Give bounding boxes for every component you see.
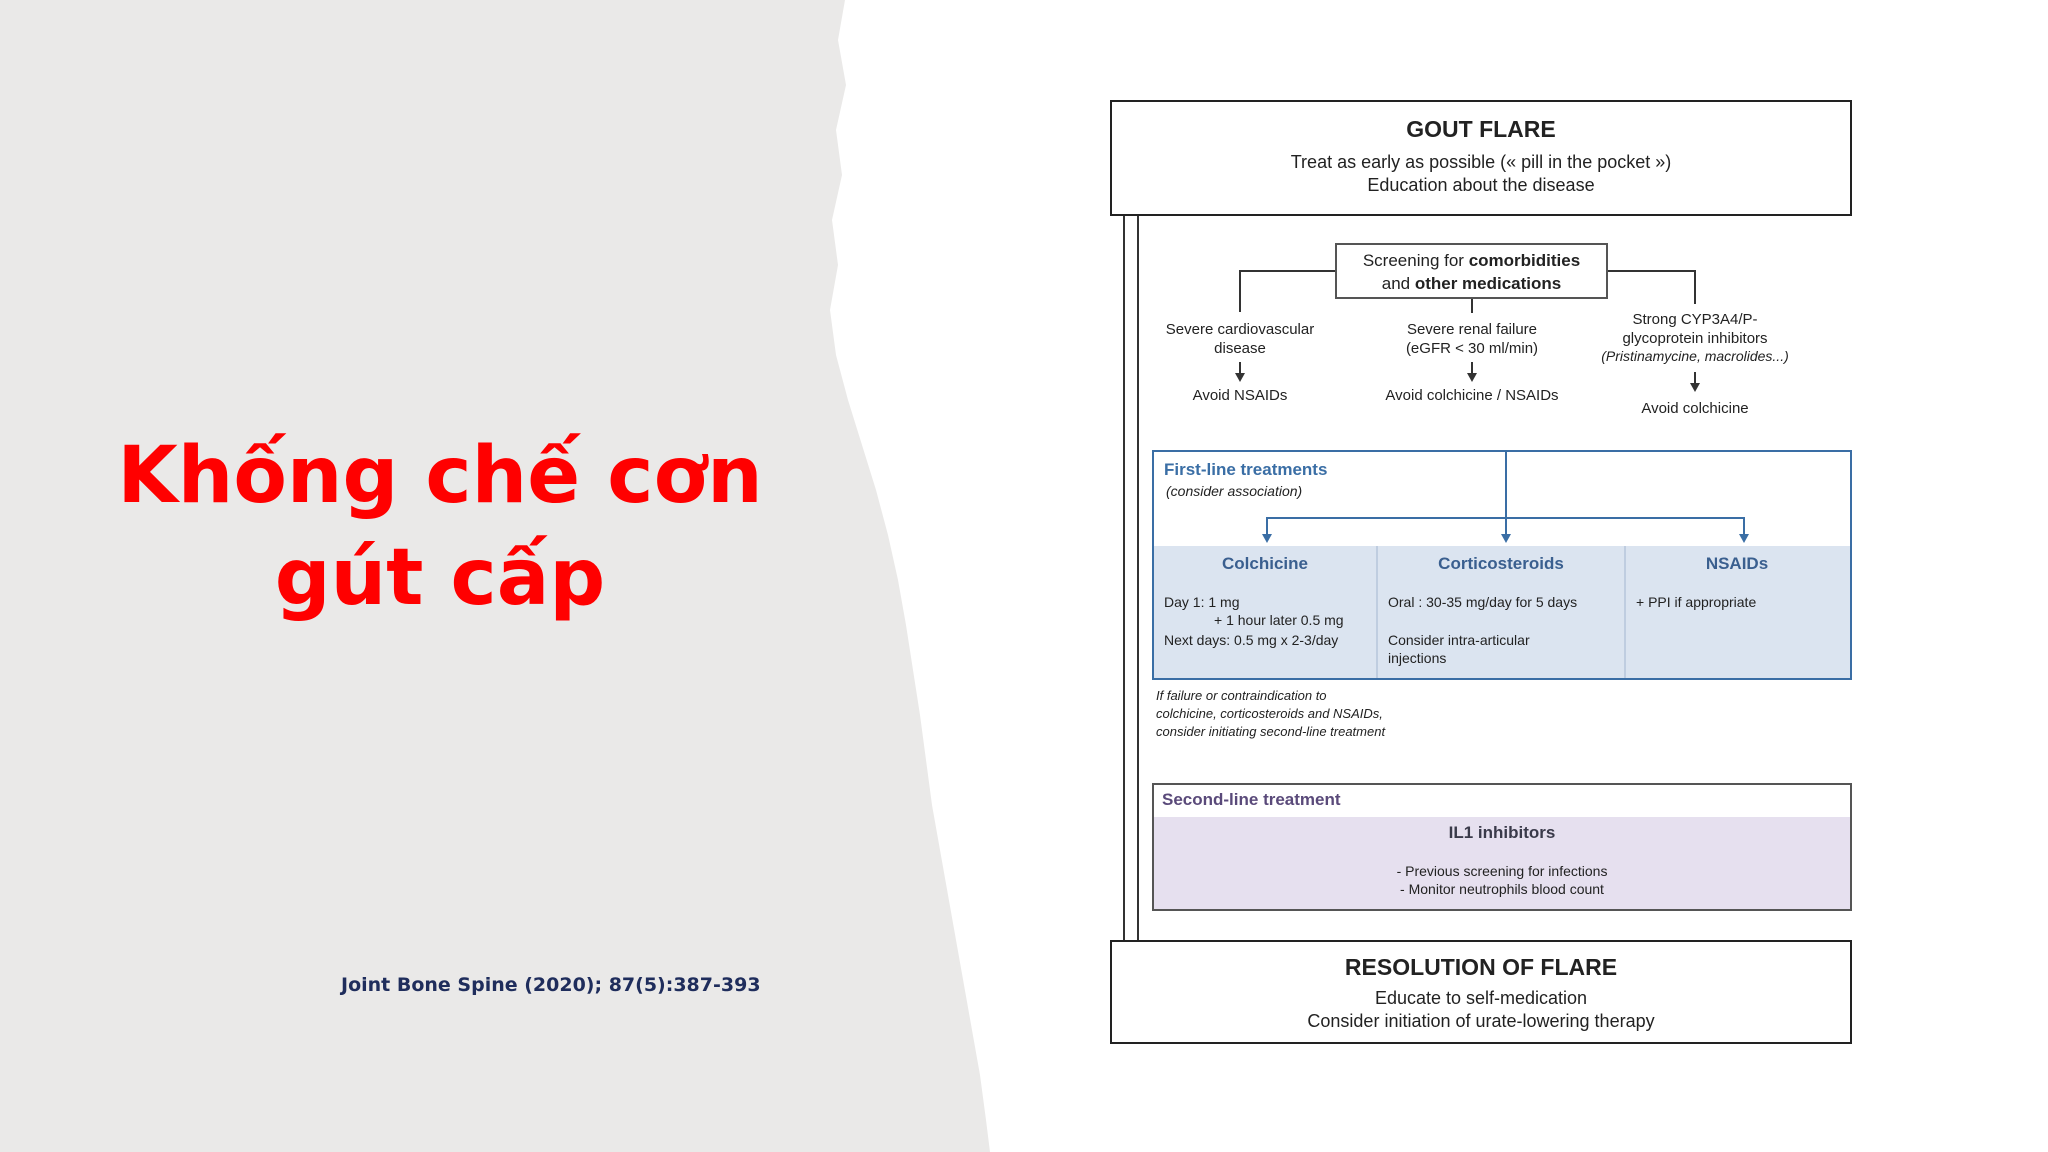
first-line-drop-colchicine — [1266, 517, 1268, 535]
gout-flare-line-2: Education about the disease — [1367, 175, 1595, 195]
citation: Joint Bone Spine (2020); 87(5):387-393 — [341, 974, 761, 996]
gout-flare-title: GOUT FLARE — [1406, 116, 1556, 142]
first-line-box — [1152, 450, 1852, 680]
branch-2-condition-1: Severe renal failure — [1406, 321, 1538, 338]
branch-2-arrowhead — [1467, 373, 1477, 382]
second-line-box — [1152, 783, 1852, 911]
corticosteroids-title: Corticosteroids — [1438, 554, 1564, 573]
corticosteroids-column — [1378, 546, 1626, 678]
branch-3-condition-1: Strong CYP3A4/P- — [1632, 311, 1758, 328]
failure-note-line-1: If failure or contraindication to — [1156, 688, 1327, 703]
screening-text-2: and — [1381, 274, 1415, 293]
branch-3-condition-3: (Pristinamycine, macrolides...) — [1601, 348, 1789, 364]
branch-3-arrowhead — [1690, 383, 1700, 392]
first-line-crossbar — [1266, 517, 1744, 519]
failure-note-line-3: consider initiating second-line treatment — [1156, 724, 1386, 739]
screening-text-1: Screening for — [1362, 251, 1469, 270]
branch-1-arrowhead — [1235, 373, 1245, 382]
branch-3-condition-2: glycoprotein inhibitors — [1622, 330, 1768, 347]
arrowhead-colchicine — [1262, 534, 1272, 543]
screening-line-1 — [1337, 251, 1606, 271]
slide-title-line-2: gút cấp — [274, 533, 606, 623]
corticosteroids-dose-2: Consider intra-articular — [1388, 632, 1530, 648]
branch-2-action: Avoid colchicine / NSAIDs — [1385, 387, 1559, 404]
connector-right-h — [1608, 270, 1694, 272]
failure-note-line-2: colchicine, corticosteroids and NSAIDs, — [1156, 706, 1383, 721]
first-line-drop-nsaids — [1743, 517, 1745, 535]
branch-1-condition-2: disease — [1214, 340, 1266, 357]
colchicine-dose-1: Day 1: 1 mg — [1164, 594, 1240, 610]
second-line-title: Second-line treatment — [1162, 790, 1341, 809]
corticosteroids-dose-3: injections — [1388, 650, 1447, 666]
slide-title-line-1: Khống chế cơn — [117, 431, 763, 521]
branch-1-action: Avoid NSAIDs — [1192, 387, 1288, 404]
il1-note-1: - Previous screening for infections — [1396, 863, 1608, 879]
arrowhead-corticosteroids — [1501, 534, 1511, 543]
arrowhead-nsaids — [1739, 534, 1749, 543]
screening-bold-1: comorbidities — [1468, 251, 1581, 270]
corticosteroids-dose-1: Oral : 30-35 mg/day for 5 days — [1388, 594, 1578, 610]
resolution-box — [1110, 940, 1852, 1044]
resolution-line-2: Consider initiation of urate-lowering therapy — [1307, 1011, 1655, 1031]
gout-flare-line-1: Treat as early as possible (« pill in the pocket ») — [1290, 152, 1672, 172]
colchicine-dose-2: + 1 hour later 0.5 mg — [1214, 612, 1344, 628]
nsaids-column — [1626, 546, 1850, 678]
connector-mid-v — [1471, 299, 1473, 313]
screening-bold-2: other medications — [1414, 274, 1562, 293]
first-line-subtitle: (consider association) — [1166, 483, 1303, 499]
resolution-title: RESOLUTION OF FLARE — [1344, 954, 1618, 980]
il1-section — [1154, 817, 1850, 909]
gout-flare-flowchart — [1110, 100, 1852, 1058]
colchicine-dose-3: Next days: 0.5 mg x 2-3/day — [1164, 632, 1339, 648]
colchicine-column — [1154, 546, 1378, 678]
branch-3-action: Avoid colchicine — [1641, 400, 1749, 417]
first-line-title: First-line treatments — [1164, 460, 1328, 479]
resolution-line-1: Educate to self-medication — [1374, 988, 1588, 1008]
il1-title: IL1 inhibitors — [1448, 823, 1556, 842]
connector-left-v — [1239, 270, 1241, 312]
first-line-trunk — [1505, 452, 1507, 537]
branch-1-condition-1: Severe cardiovascular — [1165, 321, 1315, 338]
screening-line-2 — [1337, 274, 1606, 294]
il1-note-2: - Monitor neutrophils blood count — [1400, 881, 1604, 897]
colchicine-title: Colchicine — [1222, 554, 1308, 573]
gout-flare-box — [1110, 100, 1852, 216]
nsaids-note: + PPI if appropriate — [1636, 594, 1757, 610]
nsaids-title: NSAIDs — [1705, 554, 1769, 573]
connector-left-h — [1239, 270, 1335, 272]
connector-right-v — [1694, 270, 1696, 304]
slide-title — [90, 425, 790, 629]
screening-box — [1335, 243, 1608, 299]
branch-2-condition-2: (eGFR < 30 ml/min) — [1405, 340, 1539, 357]
